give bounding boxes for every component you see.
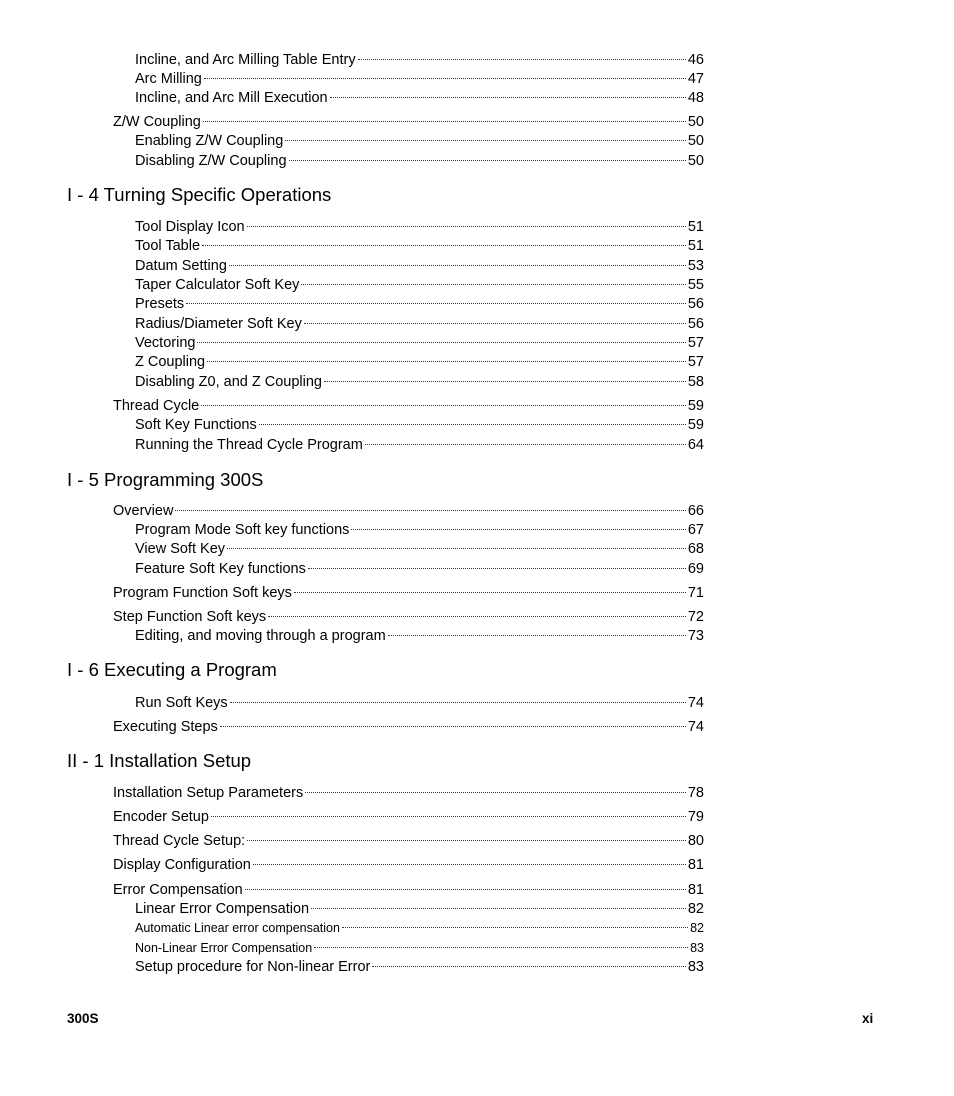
- toc-entry-title: Thread Cycle Setup:: [113, 833, 246, 849]
- toc-entry-title: Installation Setup Parameters: [113, 785, 304, 801]
- toc-entry[interactable]: [0, 50, 954, 70]
- toc-entry[interactable]: [0, 217, 954, 237]
- toc-entry-row: [113, 831, 704, 851]
- toc-entry-row: [113, 583, 704, 603]
- dot-leader: [229, 265, 686, 266]
- toc-entry[interactable]: [0, 559, 954, 579]
- toc-entry-row: [113, 807, 704, 827]
- toc-entry-row: [135, 415, 704, 435]
- dot-leader: [342, 927, 688, 928]
- section-heading: I - 6 Executing a Program: [67, 659, 277, 680]
- toc-entry-page: 59: [687, 398, 704, 414]
- toc-entry-page: 48: [687, 90, 704, 106]
- toc-entry[interactable]: [0, 131, 954, 151]
- toc-entry-page: 58: [687, 374, 704, 390]
- toc-entry-row: [113, 783, 704, 803]
- toc-entry[interactable]: [0, 415, 954, 435]
- toc-entry[interactable]: [0, 294, 954, 314]
- toc-entry-page: 83: [690, 941, 704, 955]
- dot-leader: [305, 792, 686, 793]
- toc-entry[interactable]: [0, 880, 954, 900]
- toc-entry[interactable]: [0, 396, 954, 416]
- toc-entry-title: View Soft Key: [135, 541, 226, 557]
- toc-entry-title: Presets: [135, 296, 185, 312]
- toc-entry-title: Setup procedure for Non-linear Error: [135, 959, 371, 975]
- toc-entry-page: 55: [687, 277, 704, 293]
- toc-entry[interactable]: [0, 539, 954, 559]
- dot-leader: [201, 405, 686, 406]
- toc-entry[interactable]: [0, 112, 954, 132]
- dot-leader: [247, 840, 686, 841]
- toc-entry-row: [135, 50, 704, 70]
- toc-entry-title: Step Function Soft keys: [113, 609, 267, 625]
- toc-entry[interactable]: [0, 236, 954, 256]
- dot-leader: [308, 568, 686, 569]
- toc-entry[interactable]: [0, 899, 954, 919]
- toc-entry-page: 51: [687, 238, 704, 254]
- toc-entry-row: [135, 899, 704, 919]
- toc-entry[interactable]: [0, 352, 954, 372]
- toc-entry-page: 47: [687, 71, 704, 87]
- toc-entry-page: 72: [687, 609, 704, 625]
- toc-entry[interactable]: [0, 957, 954, 977]
- toc-entry[interactable]: [0, 275, 954, 295]
- toc-entry-row: [135, 275, 704, 295]
- toc-entry-row: [113, 717, 704, 737]
- toc-entry-title: Feature Soft Key functions: [135, 561, 306, 577]
- toc-entry-page: 66: [687, 503, 704, 519]
- toc-entry-page: 51: [687, 219, 704, 235]
- toc-entry-row: [135, 372, 704, 392]
- footer-page-number: xi: [862, 1011, 874, 1026]
- toc-entry-row: [135, 559, 704, 579]
- toc-entry-row: [113, 880, 704, 900]
- toc-entry-title: Arc Milling: [135, 71, 202, 87]
- toc-entry-page: 78: [687, 785, 704, 801]
- dot-leader: [247, 226, 686, 227]
- toc-entry-row: [135, 256, 704, 276]
- dot-leader: [268, 616, 686, 617]
- toc-entry-title: Running the Thread Cycle Program: [135, 437, 363, 453]
- toc-entry-row: [135, 938, 704, 958]
- toc-entry[interactable]: [0, 855, 954, 875]
- toc-entry-row: [135, 520, 704, 540]
- toc-entry[interactable]: [0, 607, 954, 627]
- dot-leader: [289, 160, 686, 161]
- toc-entry-row: [135, 333, 704, 353]
- toc-entry[interactable]: [0, 831, 954, 851]
- toc-entry-page: 57: [687, 335, 704, 351]
- section-heading: II - 1 Installation Setup: [67, 750, 252, 771]
- dot-leader: [175, 510, 685, 511]
- toc-entry-row: [135, 314, 704, 334]
- dot-leader: [388, 635, 686, 636]
- toc-entry[interactable]: [0, 717, 954, 737]
- toc-entry-title: Automatic Linear error compensation: [135, 921, 340, 935]
- toc-entry[interactable]: [0, 807, 954, 827]
- dot-leader: [230, 702, 686, 703]
- toc-entry[interactable]: [0, 626, 954, 646]
- toc-entry-row: [135, 131, 704, 151]
- toc-entry[interactable]: [0, 435, 954, 455]
- toc-entry-title: Tool Display Icon: [135, 219, 245, 235]
- dot-leader: [324, 381, 686, 382]
- dot-leader: [358, 59, 686, 60]
- toc-entry-row: [135, 294, 704, 314]
- toc-entry-title: Enabling Z/W Coupling: [135, 133, 284, 149]
- toc-entry-row: [113, 396, 704, 416]
- toc-entry[interactable]: [0, 938, 954, 958]
- toc-entry-title: Z Coupling: [135, 354, 206, 370]
- toc-entry-title: Disabling Z/W Coupling: [135, 153, 287, 169]
- dot-leader: [203, 121, 686, 122]
- toc-entry-title: Executing Steps: [113, 719, 218, 735]
- toc-entry-row: [135, 626, 704, 646]
- toc-entry-row: [135, 352, 704, 372]
- toc-entry-page: 80: [687, 833, 704, 849]
- toc-entry[interactable]: [0, 583, 954, 603]
- toc-entry-page: 50: [687, 114, 704, 130]
- section-heading: I - 4 Turning Specific Operations: [67, 184, 332, 205]
- dot-leader: [259, 424, 686, 425]
- footer-product-name: 300S: [67, 1011, 99, 1026]
- toc-entry-row: [135, 435, 704, 455]
- dot-leader: [351, 529, 685, 530]
- toc-entry-title: Encoder Setup: [113, 809, 209, 825]
- toc-entry-title: Non-Linear Error Compensation: [135, 941, 313, 955]
- toc-entry-page: 74: [687, 695, 704, 711]
- dot-leader: [372, 966, 686, 967]
- toc-entry[interactable]: [0, 372, 954, 392]
- toc-entry-title: Run Soft Keys: [135, 695, 228, 711]
- dot-leader: [301, 284, 685, 285]
- dot-leader: [211, 816, 686, 817]
- toc-entry[interactable]: [0, 783, 954, 803]
- toc-entry-row: [135, 918, 704, 938]
- toc-entry-title: Vectoring: [135, 335, 196, 351]
- dot-leader: [220, 726, 686, 727]
- dot-leader: [204, 78, 686, 79]
- toc-entry-title: Datum Setting: [135, 258, 227, 274]
- dot-leader: [311, 908, 686, 909]
- toc-entry-title: Overview: [113, 503, 174, 519]
- toc-entry-page: 56: [687, 296, 704, 312]
- section-heading: I - 5 Programming 300S: [67, 469, 264, 490]
- toc-entry-page: 50: [687, 133, 704, 149]
- toc-entry-title: Disabling Z0, and Z Coupling: [135, 374, 322, 390]
- toc-entry-title: Editing, and moving through a program: [135, 628, 386, 644]
- toc-entry[interactable]: [0, 693, 954, 713]
- toc-entry-page: 79: [687, 809, 704, 825]
- toc-entry-title: Error Compensation: [113, 882, 243, 898]
- toc-entry-title: Incline, and Arc Mill Execution: [135, 90, 328, 106]
- toc-entry-page: 59: [687, 417, 704, 433]
- toc-entry-page: 68: [687, 541, 704, 557]
- dot-leader: [202, 245, 686, 246]
- toc-entry-page: 53: [687, 258, 704, 274]
- dot-leader: [207, 361, 686, 362]
- toc-entry-row: [135, 539, 704, 559]
- dot-leader: [365, 444, 686, 445]
- toc-entry-page: 81: [687, 882, 704, 898]
- toc-entry-row: [135, 69, 704, 89]
- toc-entry-row: [135, 217, 704, 237]
- toc-entry[interactable]: [0, 333, 954, 353]
- toc-entry-page: 73: [687, 628, 704, 644]
- toc-entry[interactable]: [0, 918, 954, 938]
- dot-leader: [197, 342, 685, 343]
- toc-entry-page: 69: [687, 561, 704, 577]
- toc-entry-title: Incline, and Arc Milling Table Entry: [135, 52, 356, 68]
- toc-entry-title: Radius/Diameter Soft Key: [135, 316, 302, 332]
- dot-leader: [227, 548, 686, 549]
- toc-entry[interactable]: [0, 256, 954, 276]
- dot-leader: [285, 140, 686, 141]
- toc-entry-row: [113, 607, 704, 627]
- toc-entry-row: [135, 957, 704, 977]
- toc-entry-page: 82: [690, 921, 704, 935]
- toc-entry-title: Tool Table: [135, 238, 201, 254]
- toc-entry-page: 46: [687, 52, 704, 68]
- toc-entry-row: [135, 693, 704, 713]
- toc-entry-page: 71: [687, 585, 704, 601]
- dot-leader: [294, 592, 686, 593]
- toc-entry-row: [135, 151, 704, 171]
- toc-entry-title: Z/W Coupling: [113, 114, 201, 130]
- toc-entry-row: [113, 855, 704, 875]
- toc-entry-row: [113, 501, 704, 521]
- toc-entry-title: Taper Calculator Soft Key: [135, 277, 300, 293]
- toc-entry-title: Display Configuration: [113, 857, 251, 873]
- toc-entry-title: Program Function Soft keys: [113, 585, 292, 601]
- toc-entry-title: Soft Key Functions: [135, 417, 257, 433]
- toc-entry-title: Thread Cycle: [113, 398, 200, 414]
- toc-entry-title: Program Mode Soft key functions: [135, 522, 350, 538]
- dot-leader: [304, 323, 686, 324]
- toc-entry-row: [135, 88, 704, 108]
- toc-entry-row: [135, 236, 704, 256]
- toc-entry[interactable]: [0, 69, 954, 89]
- toc-entry-page: 56: [687, 316, 704, 332]
- toc-entry-page: 81: [687, 857, 704, 873]
- toc-entry[interactable]: [0, 501, 954, 521]
- toc-entry[interactable]: [0, 314, 954, 334]
- toc-entry[interactable]: [0, 151, 954, 171]
- dot-leader: [314, 947, 688, 948]
- toc-entry-page: 67: [687, 522, 704, 538]
- toc-entry-title: Linear Error Compensation: [135, 901, 310, 917]
- toc-entry-page: 57: [687, 354, 704, 370]
- toc-entry-page: 74: [687, 719, 704, 735]
- toc-entry-page: 50: [687, 153, 704, 169]
- dot-leader: [330, 97, 686, 98]
- toc-entry[interactable]: [0, 520, 954, 540]
- dot-leader: [186, 303, 686, 304]
- toc-entry-page: 64: [687, 437, 704, 453]
- toc-entry-page: 83: [687, 959, 704, 975]
- dot-leader: [253, 864, 686, 865]
- toc-entry-row: [113, 112, 704, 132]
- dot-leader: [245, 889, 686, 890]
- toc-entry[interactable]: [0, 88, 954, 108]
- toc-entry-page: 82: [687, 901, 704, 917]
